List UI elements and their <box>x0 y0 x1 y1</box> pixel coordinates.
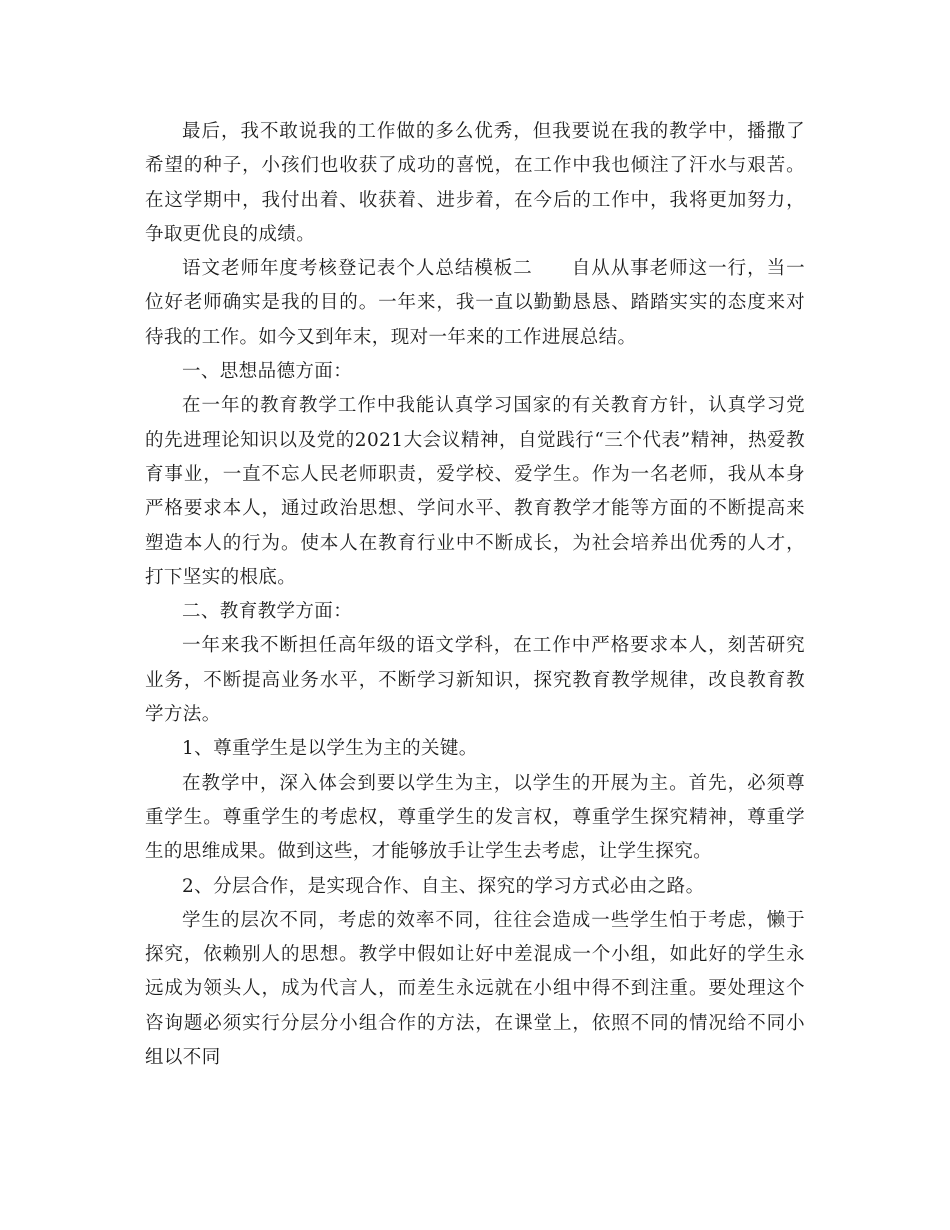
heading-moral-character: 一、思想品德方面： <box>182 361 353 383</box>
paragraph-closing-summary: 最后，我不敢说我的工作做的多么优秀，但我要说在我的教学中，播撒了希望的种子，小孩们也收获了成功的喜悦，在工作中我也倾注了汗水与艰苦。在这学期中，我付出着、收获着、进步着，在今后的工作中，我将更加努力，争取更优良的成绩。 <box>145 121 805 245</box>
paragraph-layered-cooperation: 学生的层次不同，考虑的效率不同，往往会造成一些学生怕于考虑，懒于探究，依赖别人的思想。教学中假如让好中差混成一个小组，如此好的学生永远成为领头人，成为代言人，而差生永远就在小组中得不到注重。要处理这个咨询题必须实行分层分小组合作的方法，在课堂上，依照不同的情况给不同小组以不同 <box>145 909 805 1069</box>
paragraph-moral-character: 在一年的教育教学工作中我能认真学习国家的有关教育方针，认真学习党的先进理论知识以及党的2021大会议精神，自觉践行“三个代表”精神，热爱教育事业，一直不忘人民老师职责，爱学校、爱学生。作为一名老师，我从本身严格要求本人，通过政治思想、学问水平、教育教学才能等方面的不断提高来塑造本人的行为。使本人在教育行业中不断成长，为社会培养出优秀的人才，打下坚实的根底。 <box>145 395 805 588</box>
paragraph-teaching: 一年来我不断担任高年级的语文学科，在工作中严格要求本人，刻苦研究业务，不断提高业务水平，不断学习新知识，探究教育教学规律，改良教育教学方法。 <box>145 635 805 726</box>
document-page <box>145 115 805 1075</box>
heading-teaching: 二、教育教学方面： <box>182 601 353 623</box>
heading-respect-students: 1、尊重学生是以学生为主的关键。 <box>182 738 478 760</box>
paragraph-respect-students: 在教学中，深入体会到要以学生为主，以学生的开展为主。首先，必须尊重学生。尊重学生的考虑权，尊重学生的发言权，尊重学生探究精神，尊重学生的思维成果。做到这些，才能够放手让学生去考虑，让学生探究。 <box>145 772 805 863</box>
heading-layered-cooperation: 2、分层合作，是实现合作、自主、探究的学习方式必由之路。 <box>182 875 705 897</box>
paragraph-template-two-intro: 语文老师年度考核登记表个人总结模板二 自从从事老师这一行，当一位好老师确实是我的目的。一年来，我一直以勤勤恳恳、踏踏实实的态度来对待我的工作。如今又到年末，现对一年来的工作进展总结。 <box>145 258 805 348</box>
